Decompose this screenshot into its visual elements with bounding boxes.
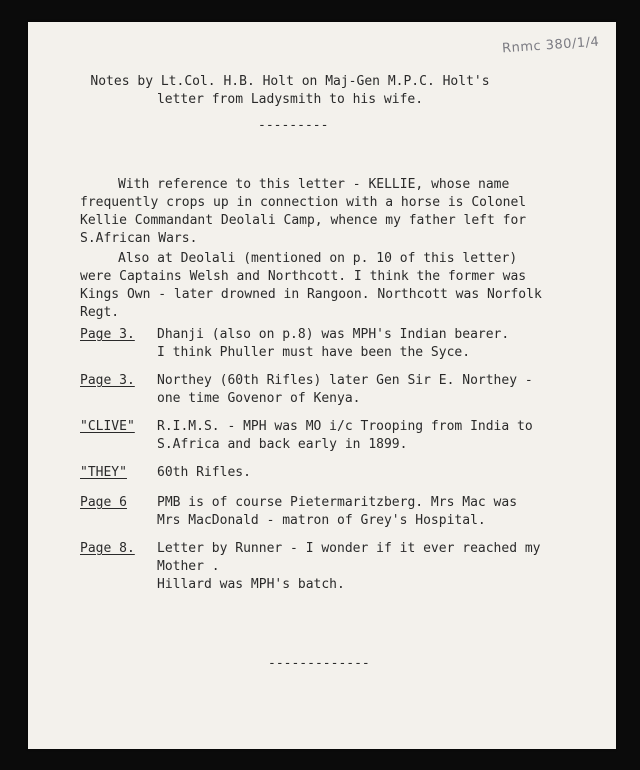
note-line: S.Africa and back early in 1899. <box>157 437 408 452</box>
note-line: Northey (60th Rifles) later Gen Sir E. Northey - <box>157 373 533 388</box>
intro-line: S.African Wars. <box>80 231 198 246</box>
note-line: Letter by Runner - I wonder if it ever reached my <box>157 541 541 556</box>
note-line: R.I.M.S. - MPH was MO i/c Trooping from India to <box>157 419 533 434</box>
document-title <box>80 73 500 109</box>
archive-reference-handwritten: Rnmc 380/1/4 <box>501 34 600 57</box>
intro-line: With reference to this letter - KELLIE, whose name <box>118 177 510 192</box>
deolali-line: Kings Own - later drowned in Rangoon. Northcott was Norfolk <box>80 287 542 302</box>
note-label: Page 3. <box>80 327 135 342</box>
note-label: Page 6 <box>80 495 127 510</box>
title-line-2: letter from Ladysmith to his wife. <box>156 92 424 107</box>
title-line-1: Notes by Lt.Col. H.B. Holt on Maj-Gen M.P.C. Holt's <box>90 74 490 89</box>
note-label: "CLIVE" <box>80 419 135 434</box>
note-line: PMB is of course Pietermaritzberg. Mrs Mac was <box>157 495 518 510</box>
intro-line: Kellie Commandant Deolali Camp, whence my father left for <box>80 213 527 228</box>
note-line: Dhanji (also on p.8) was MPH's Indian bearer. <box>157 327 510 342</box>
deolali-line: Regt. <box>80 305 120 320</box>
note-line: 60th Rifles. <box>157 465 251 480</box>
note-line: Mother . <box>157 559 220 574</box>
deolali-line: Also at Deolali (mentioned on p. 10 of this letter) <box>118 251 518 266</box>
note-line: I think Phuller must have been the Syce. <box>157 345 471 360</box>
deolali-line: were Captains Welsh and Northcott. I think the former was <box>80 269 527 284</box>
note-line: Hillard was MPH's batch. <box>157 577 345 592</box>
note-line: Mrs MacDonald - matron of Grey's Hospital. <box>157 513 486 528</box>
intro-line: frequently crops up in connection with a horse is Colonel <box>80 195 527 210</box>
note-label: "THEY" <box>80 465 127 480</box>
note-label: Page 8. <box>80 541 135 556</box>
separator-bottom: ------------- <box>268 656 370 671</box>
note-label: Page 3. <box>80 373 135 388</box>
separator-top: --------- <box>258 118 329 133</box>
note-line: one time Govenor of Kenya. <box>157 391 361 406</box>
